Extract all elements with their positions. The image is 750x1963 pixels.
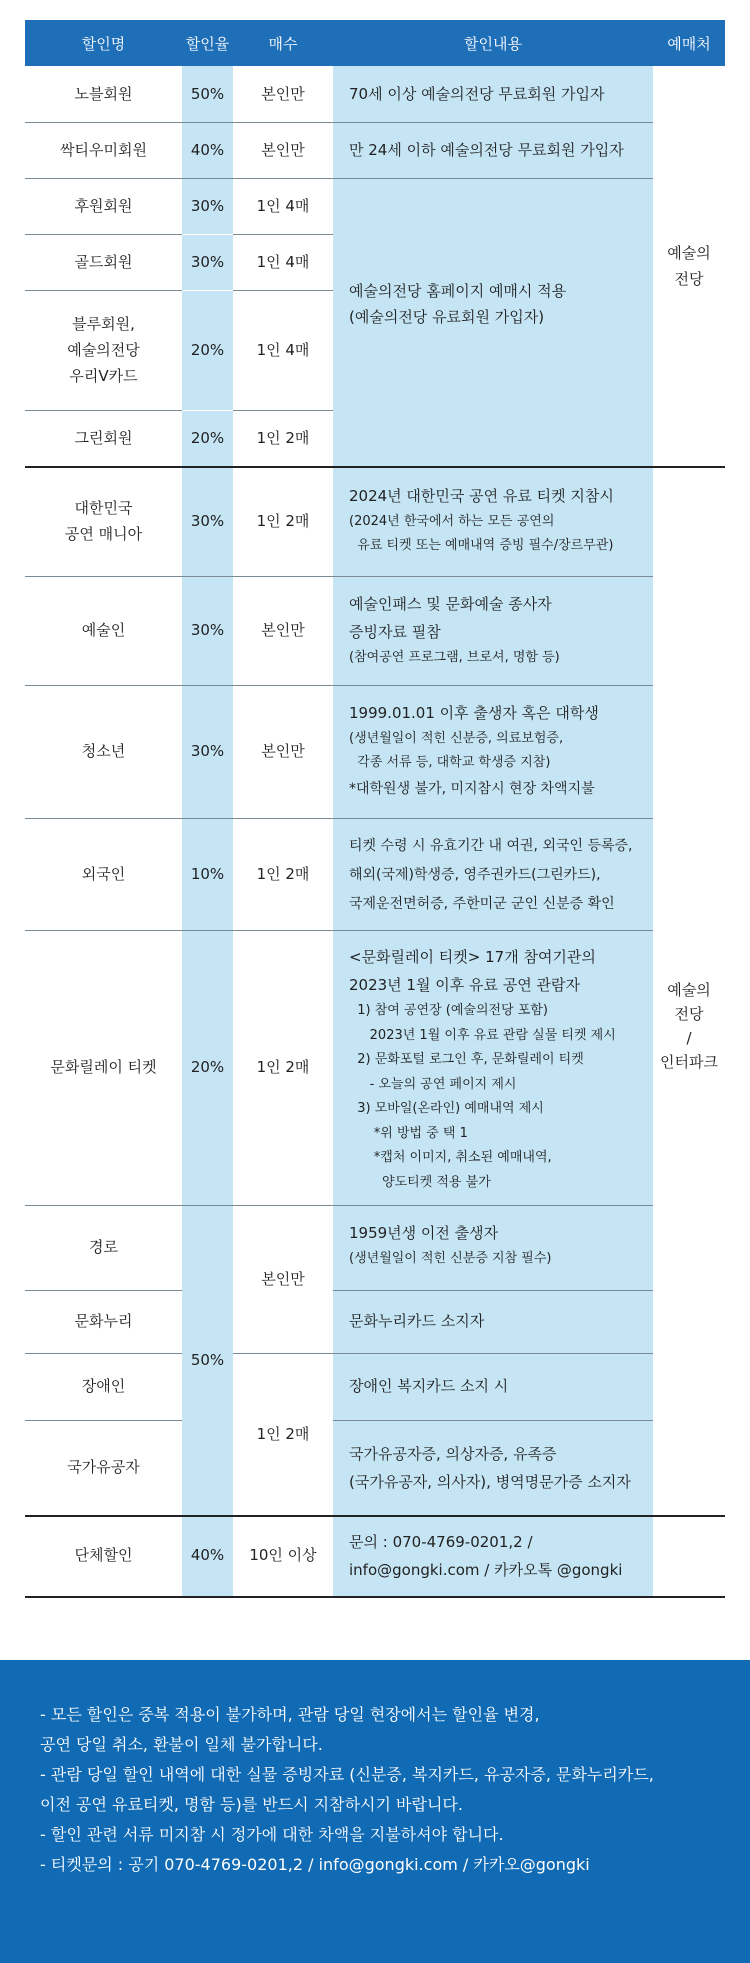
row-veteran-content: 국가유공자증, 의상자증, 유족증 (국가유공자, 의사자), 병역명문가증 소지자	[349, 1444, 631, 1491]
vendor-sac: 예술의 전당	[667, 243, 711, 288]
row-mania-qty: 1인 2매	[256, 511, 310, 530]
row-group-qty: 10인 이상	[249, 1546, 317, 1565]
row-gold-rate: 30%	[190, 252, 225, 271]
row-youth-rate: 30%	[190, 742, 225, 761]
row-relay-rate: 20%	[190, 1058, 225, 1077]
member-content: 예술의전당 홈페이지 예매시 적용 (예술의전당 유료회원 가입자)	[349, 281, 567, 326]
row-veteran-name: 국가유공자	[67, 1458, 140, 1477]
notice-item: - 모든 할인은 중복 적용이 불가하며, 관람 당일 현장에서는 할인율 변경, 공연 당일 취소, 환불이 일체 불가합니다.	[40, 1705, 540, 1754]
row-ssak-rate: 40%	[190, 140, 225, 159]
header-name: 할인명	[25, 20, 182, 66]
row-relay-content-small: 1) 참여 공연장 (예술의전당 포함) 2023년 1월 이후 유료 관람 실물 티켓 제시 2) 문화포털 로그인 후, 문화릴레이 티켓 - 오늘의 공연 페이지 제시 3) 모바일(온라인) 예매내역 제시 *위 방법 중 택 1 *캡처 이미지, 취소된 예매내역, 양도티켓 적용 불가	[357, 1003, 616, 1190]
row-ssak-name: 싹티우미회원	[60, 140, 147, 159]
row-disabled-content: 장애인 복지카드 소지 시	[349, 1377, 509, 1396]
row-sponsor-rate: 30%	[190, 196, 225, 215]
row-group-content: 문의 : 070-4769-0201,2 / info@gongki.com / 카카오톡 @gongki	[349, 1532, 623, 1579]
row-noble-content: 70세 이상 예술의전당 무료회원 가입자	[349, 84, 605, 103]
row-ssak-qty: 본인만	[261, 140, 305, 159]
row-mania-content-box	[349, 482, 649, 558]
row-blue-qty: 1인 4매	[256, 340, 310, 359]
header-rate: 할인율	[182, 20, 233, 66]
row-foreign-name: 외국인	[81, 864, 126, 883]
row-mania-rate: 30%	[190, 511, 225, 530]
row-youth-name: 청소년	[81, 742, 126, 761]
row-youth-content: 1999.01.01 이후 출생자 혹은 대학생	[349, 704, 599, 722]
row-relay-content-box	[349, 943, 649, 1195]
row-gold-name: 골드회원	[74, 252, 133, 271]
row-sponsor-qty: 1인 4매	[256, 196, 310, 215]
row-disabled-name: 장애인	[81, 1377, 126, 1396]
row-noble-qty: 본인만	[261, 84, 305, 103]
notice-panel	[0, 1660, 750, 1963]
qty-2-merged: 1인 2매	[256, 1424, 310, 1443]
row-senior-content: 1959년생 이전 출생자	[349, 1224, 499, 1242]
row-relay-qty: 1인 2매	[256, 1058, 310, 1077]
row-noble-name: 노블회원	[74, 84, 133, 103]
row-group-name: 단체할인	[74, 1546, 133, 1565]
row-noble-rate: 50%	[190, 84, 225, 103]
row-artist-content: 예술인패스 및 문화예술 종사자 증빙자료 필참	[349, 595, 552, 641]
row-youth-content-box	[349, 699, 649, 803]
row-artist-qty: 본인만	[261, 621, 305, 640]
row-foreign-content: 티켓 수령 시 유효기간 내 여권, 외국인 등록증, 해외(국제)학생증, 영주권카드(그린카드), 국제운전면허증, 주한미군 군인 신분증 확인	[349, 838, 633, 912]
row-youth-content-small: (생년월일이 적힌 신분증, 의료보험증, 각종 서류 등, 대학교 학생증 지참)	[349, 731, 564, 770]
row-artist-content-small: (참여공연 프로그램, 브로셔, 명함 등)	[349, 650, 560, 665]
row-sponsor-name: 후원회원	[74, 196, 133, 215]
row-green-qty: 1인 2매	[256, 428, 310, 447]
row-foreign-qty: 1인 2매	[256, 864, 310, 883]
row-senior-name: 경로	[89, 1238, 118, 1257]
header-qty: 매수	[233, 20, 333, 66]
row-senior-content-box	[349, 1219, 649, 1271]
row-relay-name: 문화릴레이 티켓	[50, 1058, 157, 1077]
notice-item: - 티켓문의 : 공기 070-4769-0201,2 / info@gongki.com / 카카오@gongki	[40, 1855, 590, 1874]
row-mania-name: 대한민국 공연 매니아	[64, 498, 143, 543]
row-green-name: 그린회원	[74, 428, 133, 447]
notice-list	[40, 1700, 720, 1880]
row-artist-rate: 30%	[190, 621, 225, 640]
row-green-rate: 20%	[190, 428, 225, 447]
row-senior-content-small: (생년월일이 적힌 신분증 지참 필수)	[349, 1251, 552, 1266]
row-nuri-content: 문화누리카드 소지자	[349, 1312, 485, 1331]
qty-self-merged: 본인만	[261, 1269, 305, 1288]
row-ssak-content: 만 24세 이하 예술의전당 무료회원 가입자	[349, 140, 624, 159]
row-youth-qty: 본인만	[261, 742, 305, 761]
row-youth-content-extra: *대학원생 불가, 미지참시 현장 차액지불	[349, 781, 595, 797]
header-content: 할인내용	[333, 20, 653, 66]
row-foreign-rate: 10%	[190, 864, 225, 883]
notice-item: - 관람 당일 할인 내역에 대한 실물 증빙자료 (신분증, 복지카드, 유공자증, 문화누리카드, 이전 공연 유료티켓, 명함 등)를 반드시 지참하시기 바랍니다.	[40, 1765, 654, 1814]
row-group-rate: 40%	[190, 1546, 225, 1565]
row-blue-rate: 20%	[190, 340, 225, 359]
row-blue-name: 블루회원, 예술의전당 우리V카드	[67, 314, 140, 386]
rate-50-merged: 50%	[190, 1350, 225, 1369]
row-gold-qty: 1인 4매	[256, 252, 310, 271]
row-artist-name: 예술인	[81, 621, 126, 640]
header-vendor: 예매처	[653, 20, 725, 66]
row-mania-content: 2024년 대한민국 공연 유료 티켓 지참시	[349, 487, 614, 505]
row-artist-content-box	[349, 590, 649, 670]
row-nuri-name: 문화누리	[74, 1312, 133, 1331]
row-mania-content-small: (2024년 한국에서 하는 모든 공연의 유료 티켓 또는 예매내역 증빙 필수/장르무관)	[349, 514, 614, 553]
row-relay-content: <문화릴레이 티켓> 17개 참여기관의 2023년 1월 이후 유료 공연 관람자	[349, 948, 596, 994]
notice-item: - 할인 관련 서류 미지참 시 정가에 대한 차액을 지불하셔야 합니다.	[40, 1825, 504, 1844]
vendor-multi: 예술의 전당 / 인터파크	[660, 981, 718, 1071]
